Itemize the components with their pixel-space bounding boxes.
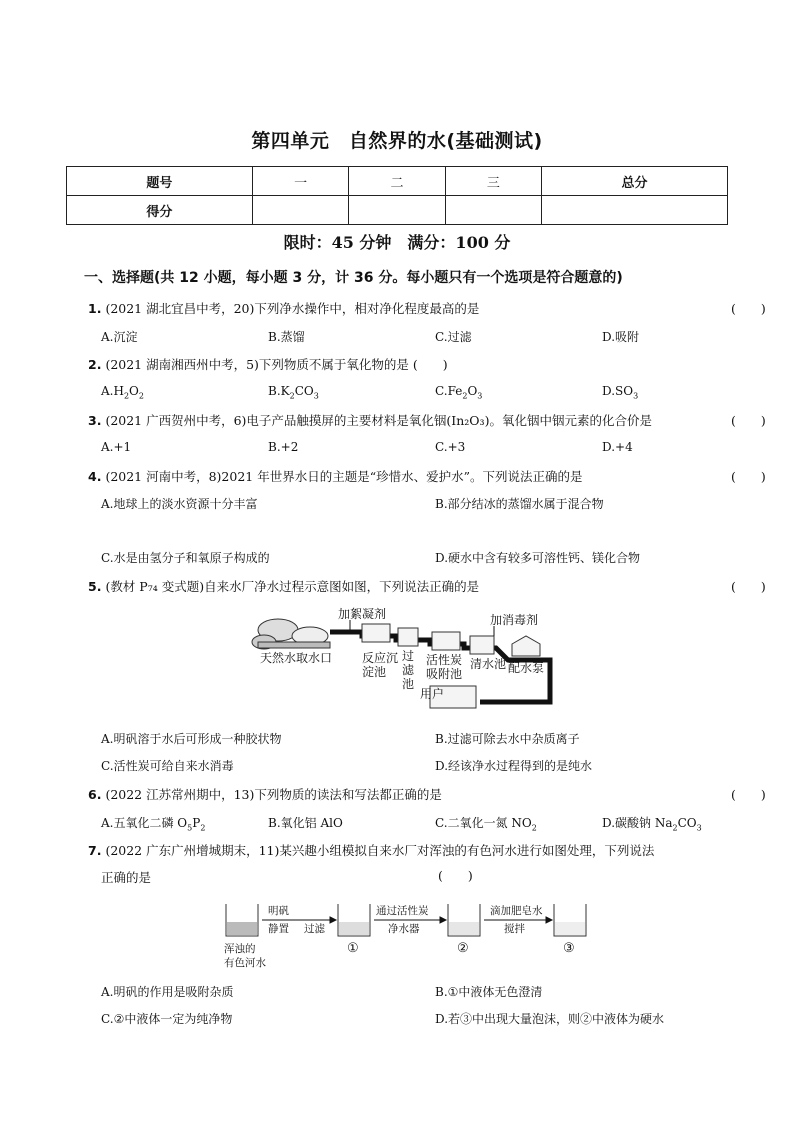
question-number: 7. xyxy=(88,843,102,858)
question-number: 6. xyxy=(88,787,102,802)
option-a[interactable]: A.明矾的作用是吸附杂质 xyxy=(101,985,234,999)
question-stem: (2021 湖北宜昌中考，20)下列净水操作中，相对净化程度最高的是 xyxy=(105,301,480,316)
label-settle: 静置 xyxy=(268,923,289,935)
label-alum: 明矾 xyxy=(268,905,289,917)
option-a[interactable]: A.沉淀 xyxy=(101,330,138,344)
option-b[interactable]: B.过滤可除去水中杂质离子 xyxy=(435,732,580,746)
answer-paren[interactable]: ( ) xyxy=(438,868,473,883)
question-stem: (2022 江苏常州期中，13)下列物质的读法和写法都正确的是 xyxy=(105,787,442,802)
score-cell[interactable] xyxy=(445,196,541,225)
intake-icon xyxy=(252,619,330,649)
label-filter-3: 池 xyxy=(402,677,415,691)
label-settle-2: 淀池 xyxy=(362,665,387,679)
answer-paren[interactable]: ( ) xyxy=(731,301,766,316)
river-water-diagram xyxy=(222,896,592,976)
option-d[interactable]: $D.SO_3$ xyxy=(602,384,639,401)
question-stem: (2021 湖南湘西州中考，5)下列物质不属于氧化物的是 ( ) xyxy=(105,357,448,372)
label-settle-1: 反应沉 xyxy=(362,651,399,665)
question-number: 1. xyxy=(88,301,102,316)
question-4 xyxy=(88,467,583,485)
score-header-total: 总分 xyxy=(542,167,728,196)
option-a[interactable]: A.五氧化二磷 $O_5P_2$ xyxy=(101,816,206,833)
score-cell[interactable] xyxy=(349,196,445,225)
page-title: 第四单元 自然界的水(基础测试) xyxy=(251,130,543,152)
option-c[interactable]: $C.Fe_2O_3$ xyxy=(435,384,483,401)
score-cell[interactable] xyxy=(542,196,728,225)
option-b[interactable]: $B.K_2CO_3$ xyxy=(268,384,319,401)
label-filter-1: 过 xyxy=(402,649,415,663)
option-b[interactable]: B.蒸馏 xyxy=(268,330,305,344)
label-beaker-1: ① xyxy=(347,941,359,956)
option-d[interactable]: D.硬水中含有较多可溶性钙、镁化合物 xyxy=(435,551,641,565)
answer-paren[interactable]: ( ) xyxy=(731,413,766,428)
settling-tank-icon xyxy=(362,624,390,642)
filter-tank-icon xyxy=(398,628,418,646)
option-a[interactable]: $A.H_2O_2$ xyxy=(101,384,144,401)
option-d[interactable]: D.碳酸钠 $Na_2CO_3$ xyxy=(602,816,702,833)
carbon-tank-icon xyxy=(432,632,460,650)
label-carbon-1: 活性炭 xyxy=(426,653,463,667)
option-b[interactable]: B.①中液体无色澄清 xyxy=(435,985,543,999)
option-d[interactable]: D.吸附 xyxy=(602,330,640,344)
label-intake: 天然水取水口 xyxy=(260,651,333,665)
option-b[interactable]: B.氧化铝 AlO xyxy=(268,816,343,830)
label-beaker-2: ② xyxy=(457,941,469,956)
answer-paren[interactable]: ( ) xyxy=(731,579,766,594)
pump-icon xyxy=(512,636,540,656)
option-d[interactable]: D.+4 xyxy=(602,440,633,454)
question-1 xyxy=(88,299,479,317)
score-header-1: 一 xyxy=(252,167,348,196)
option-b[interactable]: B.+2 xyxy=(268,440,299,454)
question-number: 2. xyxy=(88,357,102,372)
water-treatment-diagram xyxy=(250,606,560,718)
score-row-label: 得分 xyxy=(67,196,253,225)
question-stem: (2021 广西贺州中考，6)电子产品触摸屏的主要材料是氧化铟(In₂O₃)。氧化铟中铟元素的化合价是 xyxy=(105,413,652,428)
label-user: 用户 xyxy=(420,687,445,701)
option-d[interactable]: D.经该净水过程得到的是纯水 xyxy=(435,759,593,773)
option-c[interactable]: C.②中液体一定为纯净物 xyxy=(101,1012,233,1026)
label-carbon: 通过活性炭 xyxy=(376,905,429,917)
question-stem: (2022 广东广州增城期末，11)某兴趣小组模拟自来水厂对浑浊的有色河水进行如图处理，下列说法 xyxy=(105,843,655,858)
option-c[interactable]: C.活性炭可给自来水消毒 xyxy=(101,759,234,773)
option-c[interactable]: C.过滤 xyxy=(435,330,472,344)
label-carbon-2: 吸附池 xyxy=(426,667,463,681)
label-soap: 滴加肥皂水 xyxy=(490,905,543,917)
option-c[interactable]: C.+3 xyxy=(435,440,466,454)
section-heading: 一、选择题(共 12 小题，每小题 3 分，计 36 分。每小题只有一个选项是符合题意的) xyxy=(84,270,623,286)
label-clear-tank: 清水池 xyxy=(470,657,507,671)
label-stir: 搅拌 xyxy=(504,923,525,935)
label-coagulant: 加絮凝剂 xyxy=(338,607,387,621)
question-6 xyxy=(88,785,442,803)
label-purifier: 净水器 xyxy=(388,923,420,935)
option-c[interactable]: C.二氧化一氮 $NO_2$ xyxy=(435,816,537,833)
score-cell[interactable] xyxy=(252,196,348,225)
label-beaker-3: ③ xyxy=(563,941,575,956)
label-pump: 配水泵 xyxy=(508,661,545,675)
question-stem-line2: 正确的是 xyxy=(101,870,152,885)
question-stem: (教材 P₇₄ 变式题)自来水厂净水过程示意图如图，下列说法正确的是 xyxy=(105,579,480,594)
question-2 xyxy=(88,355,448,373)
answer-paren[interactable]: ( ) xyxy=(731,469,766,484)
question-number: 4. xyxy=(88,469,102,484)
time-limit: 限时：45 分钟 满分：100 分 xyxy=(283,233,511,252)
clear-tank-icon xyxy=(470,636,494,654)
question-number: 3. xyxy=(88,413,102,428)
option-a[interactable]: A.+1 xyxy=(101,440,132,454)
score-header-3: 三 xyxy=(445,167,541,196)
option-c[interactable]: C.水是由氢分子和氧原子构成的 xyxy=(101,551,270,565)
option-a[interactable]: A.明矾溶于水后可形成一种胶状物 xyxy=(101,732,282,746)
question-3 xyxy=(88,411,652,429)
label-filter-2: 滤 xyxy=(402,663,415,677)
option-d[interactable]: D.若③中出现大量泡沫，则②中液体为硬水 xyxy=(435,1012,665,1026)
score-table xyxy=(66,166,728,225)
score-header-2: 二 xyxy=(349,167,445,196)
option-a[interactable]: A.地球上的淡水资源十分丰富 xyxy=(101,497,258,511)
question-number: 5. xyxy=(88,579,102,594)
question-7 xyxy=(88,841,654,859)
question-5 xyxy=(88,577,479,595)
label-river-1: 浑浊的 xyxy=(224,943,256,955)
answer-paren[interactable]: ( ) xyxy=(731,787,766,802)
label-disinfectant: 加消毒剂 xyxy=(490,613,539,627)
option-b[interactable]: B.部分结冰的蒸馏水属于混合物 xyxy=(435,497,604,511)
label-filter: 过滤 xyxy=(304,923,325,935)
question-stem: (2021 河南中考，8)2021 年世界水日的主题是“珍惜水、爱护水”。下列说法正确的是 xyxy=(105,469,583,484)
score-header-no: 题号 xyxy=(67,167,253,196)
label-river-2: 有色河水 xyxy=(224,957,266,969)
